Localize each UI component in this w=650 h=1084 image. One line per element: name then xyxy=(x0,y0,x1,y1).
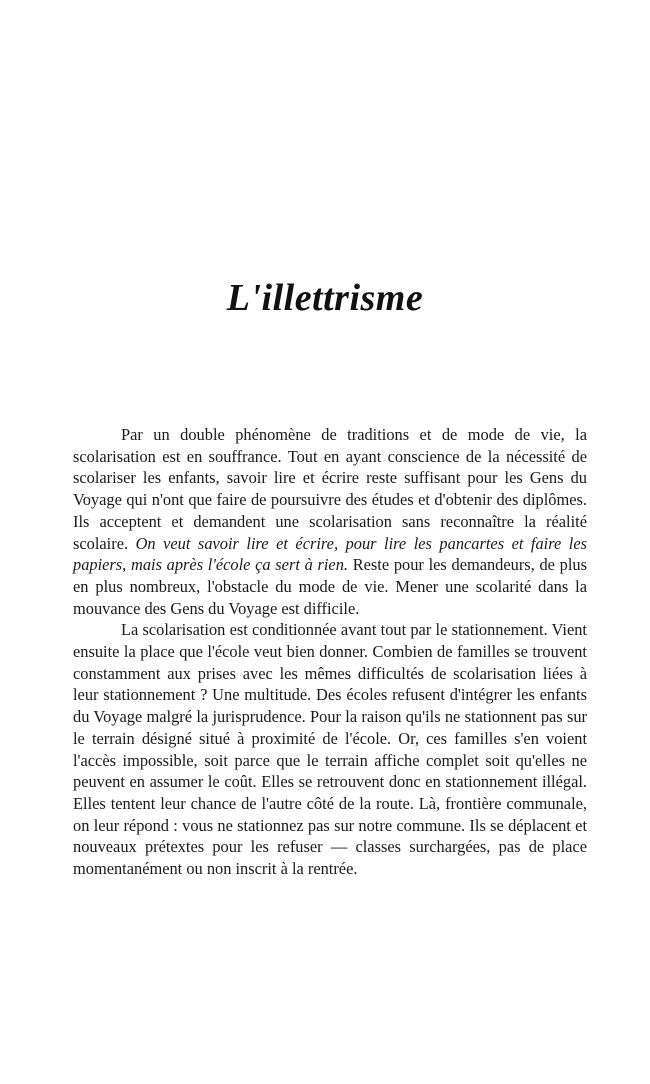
paragraph-1-quote: On veut savoir lire et écrire, pour lire les pancartes et faire les papiers, mais après l'école ça sert à rien. xyxy=(73,533,587,575)
paragraph-1-text-after: Reste pour les demandeurs, de plus en plus nombreux, l'obstacle du mode de vie. Mener une scolarité dans la mouvance des Gens du Voyage est difficile. xyxy=(73,555,587,618)
paragraph-1-text-before: Par un double phénomène de traditions et de mode de vie, la scolarisation est en souffrance. Tout en ayant conscience de la nécessité de scolariser les enfants, savoir lire et écrire reste suffisant pour les Gens du Voyage qui n'ont que faire de poursuivre des études et d'obtenir des diplômes. Ils acceptent et demandent une scolarisation sans reconnaître la réalité scolaire. xyxy=(73,425,587,553)
paragraph-1 xyxy=(73,424,587,619)
chapter-title: L'illettrisme xyxy=(226,277,424,319)
paragraph-2: La scolarisation est conditionnée avant tout par le stationnement. Vient ensuite la place que l'école veut bien donner. Combien de familles se trouvent constamment aux prises avec les mêmes difficultés de scolarisation liées à leur stationnement ? Une multitude. Des écoles refusent d'intégrer les enfants du Voyage malgré la jurisprudence. Pour la raison qu'ils ne stationnent pas sur le terrain désigné situé à proximité de l'école. Or, ces familles s'en voient l'accès impossible, soit parce que le terrain affiche complet soit qu'elles ne peuvent en assumer le coût. Elles se retrouvent donc en stationnement illégal. Elles tentent leur chance de l'autre côté de la route. Là, frontière communale, on leur répond : vous ne stationnez pas sur notre commune. Ils se déplacent et nouveaux prétextes pour les refuser — classes surchargées, pas de place momentanément ou non inscrit à la rentrée. xyxy=(73,620,587,879)
chapter-body xyxy=(73,424,587,880)
